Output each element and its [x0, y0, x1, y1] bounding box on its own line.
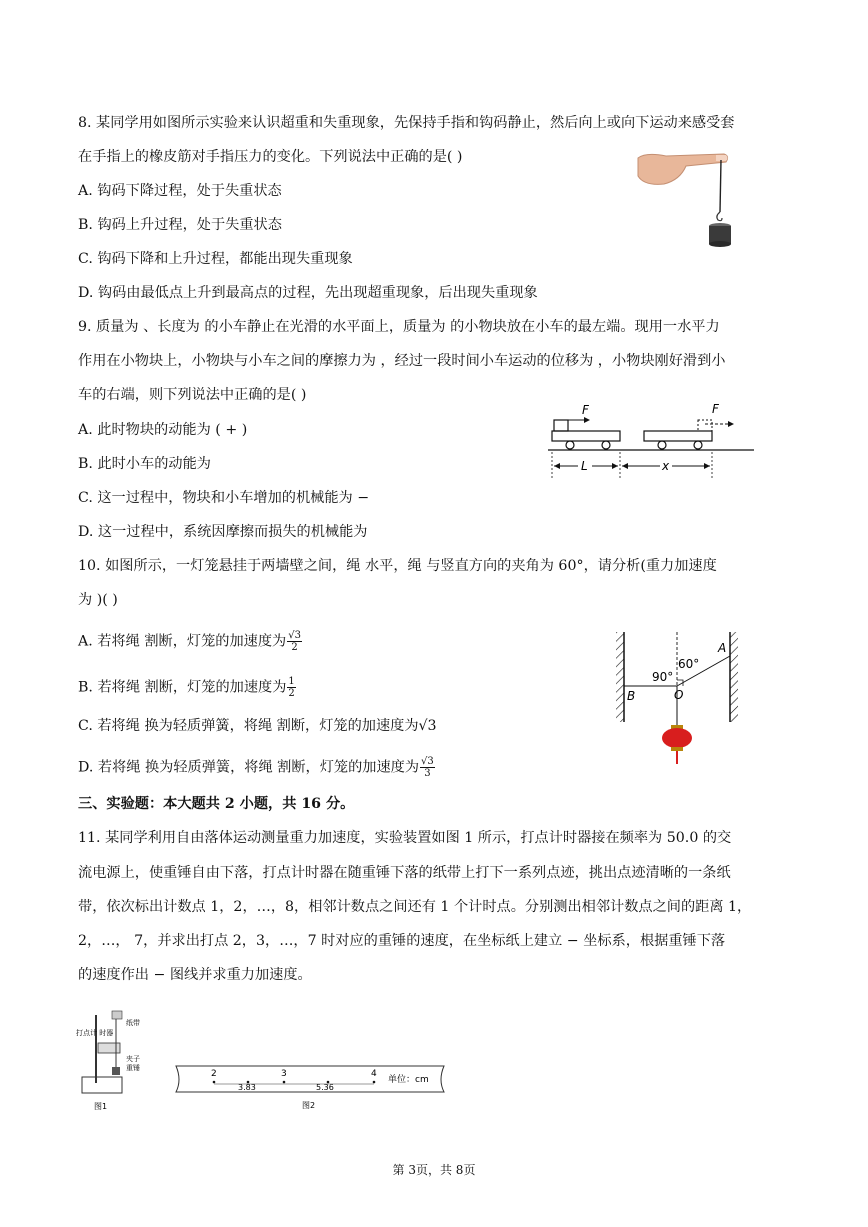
q11-stem-line3: 带，依次标出计数点 1，2，…，8，相邻计数点之间还有 1 个计时点。分别测出相邻计数点之间的距离 1，: [78, 899, 752, 915]
fraction-numerator: 1: [288, 676, 295, 687]
fraction-numerator: √3: [421, 756, 434, 767]
force-label-left: F: [582, 403, 589, 417]
q9-option-c: C. 这一过程中，物块和小车增加的机械能为 −: [78, 490, 370, 506]
weight-hook: [717, 212, 722, 221]
page-footer: 第 3页，共 8页: [392, 1163, 476, 1177]
q10-stem-line1: 10. 如图所示，一灯笼悬挂于两墙壁之间，绳 水平，绳 与竖直方向的夹角为 60°，请分析(重力加速度: [78, 558, 717, 574]
wheel-left-1: [566, 441, 574, 449]
q9-option-a: A. 此时物块的动能为 ( + ): [78, 422, 248, 438]
force-arrowhead-right: [728, 421, 734, 427]
weight-label: 重锤: [126, 1064, 140, 1072]
block-right: [698, 420, 712, 431]
q8-option-a: A. 钩码下降过程，处于失重状态: [78, 183, 282, 199]
right-wall-hatch: [730, 632, 738, 722]
q10-option-a-text: A. 若将绳 割断，灯笼的加速度为: [78, 633, 287, 650]
fraction-denominator: 3: [424, 768, 431, 779]
rubber-band: [720, 160, 721, 212]
fig1-caption: 图1: [94, 1102, 108, 1111]
q10-lantern-figure: [612, 628, 747, 770]
q10-option-c-text: C. 若将绳 换为轻质弹簧，将绳 割断，灯笼的加速度为√3: [78, 718, 437, 734]
q10-option-c: [78, 716, 437, 736]
q8-option-c: C. 钩码下降和上升过程，都能出现失重现象: [78, 251, 353, 267]
q9-stem-line2: 作用在小物块上，小物块与小车之间的摩擦力为 ，经过一段时间小车运动的位移为 ，小物块刚好滑到小: [78, 353, 726, 369]
hand-shape: [112, 1011, 122, 1019]
q10-option-a-fraction: [287, 630, 302, 653]
q9-stem-line1: 9. 质量为 、长度为 的小车静止在光滑的水平面上，质量为 的小物块放在小车的最左端。现用一水平力: [78, 319, 720, 335]
tape-point-2: 2: [211, 1069, 217, 1079]
wheel-left-2: [602, 441, 610, 449]
fig2-caption: 图2: [302, 1101, 316, 1110]
q10-stem-line2: 为 )( ): [78, 592, 118, 608]
q11-stem-line2: 流电源上，使重锤自由下落，打点计时器在随重锤下落的纸带上打下一系列点迹，挑出点迹清晰的一条纸: [78, 865, 731, 881]
point-b-label: B: [627, 689, 636, 703]
q10-option-d-fraction: [420, 756, 435, 779]
block-left: [554, 420, 568, 431]
q8-option-b: B. 钩码上升过程，处于失重状态: [78, 217, 282, 233]
dim-arrow-l2: [612, 463, 618, 469]
tape-distance-2: 5.36: [316, 1083, 334, 1092]
q10-option-a: [78, 630, 302, 653]
timer-box: [98, 1043, 120, 1053]
tape-point-4: 4: [371, 1069, 377, 1079]
q11-fig1-apparatus: [76, 1005, 156, 1115]
point-o-label: O: [674, 688, 684, 702]
left-wall-hatch: [616, 632, 624, 722]
q9-option-d: D. 这一过程中，系统因摩擦而损失的机械能为: [78, 524, 368, 540]
wheel-right-1: [658, 441, 666, 449]
fraction-numerator: √3: [288, 630, 301, 641]
dim-arrow-l1: [554, 463, 560, 469]
cart-right-group: [644, 402, 734, 449]
cart-left-group: [552, 403, 620, 449]
section-3-heading: 三、实验题：本大题共 2 小题，共 16 分。: [78, 796, 355, 812]
angle-90-label: 90°: [652, 670, 674, 684]
q11-fig2-tape: [168, 1062, 450, 1118]
wheel-right-2: [694, 441, 702, 449]
angle-60-label: 60°: [678, 657, 700, 671]
tape-label: 纸带: [126, 1019, 140, 1027]
tape-unit: 单位：cm: [388, 1075, 429, 1085]
q9-stem-line3: 车的右端，则下列说法中正确的是( ): [78, 387, 307, 403]
force-arrowhead-left: [584, 417, 590, 423]
stand-base: [82, 1077, 122, 1093]
q10-option-d-text: D. 若将绳 换为轻质弹簧，将绳 割断，灯笼的加速度为: [78, 759, 420, 776]
dim-arrow-x1: [622, 463, 628, 469]
tape-dot-3: [283, 1081, 286, 1084]
q10-option-d: [78, 756, 435, 779]
finger-nail: [716, 155, 728, 161]
length-label: L: [581, 459, 588, 473]
lantern-base: [671, 747, 683, 751]
point-a-label: A: [718, 641, 727, 655]
fraction-denominator: 2: [288, 688, 295, 699]
q10-option-b: [78, 676, 296, 699]
q11-stem-line1: 11. 某同学利用自由落体运动测量重力加速度，实验装置如图 1 所示，打点计时器接在频率为 50.0 的交: [78, 830, 732, 846]
weight-bottom: [709, 241, 731, 247]
q11-stem-line5: 的速度作出 − 图线并求重力加速度。: [78, 967, 312, 983]
q8-stem-line1: 8. 某同学用如图所示实验来认识超重和失重现象，先保持手指和钩码静止，然后向上或向下运动来感受套: [78, 115, 735, 131]
timer-label: 打点计 时器: [76, 1029, 114, 1037]
dim-arrow-x2: [704, 463, 710, 469]
weight-block: [112, 1067, 120, 1075]
q8-finger-weight-figure: [636, 150, 736, 250]
lantern-body: [662, 728, 692, 748]
q8-stem-line2: 在手指上的橡皮筋对手指压力的变化。下列说法中正确的是( ): [78, 149, 463, 165]
displacement-label: x: [662, 459, 670, 473]
fraction-denominator: 2: [291, 642, 298, 653]
cart-right: [644, 431, 712, 441]
q10-option-b-fraction: [287, 676, 295, 699]
tape-point-3: 3: [281, 1069, 287, 1079]
finger-shape: [638, 154, 728, 184]
q9-cart-figure: [548, 400, 758, 486]
q10-option-b-text: B. 若将绳 割断，灯笼的加速度为: [78, 679, 287, 696]
tape-dot-2: [213, 1081, 216, 1084]
tape-dot-4: [373, 1081, 376, 1084]
cart-left: [552, 431, 620, 441]
q8-option-d: D. 钩码由最低点上升到最高点的过程，先出现超重现象，后出现失重现象: [78, 285, 538, 301]
force-label-right: F: [712, 402, 719, 416]
q9-option-b: B. 此时小车的动能为: [78, 456, 211, 472]
q11-stem-line4: 2，…， 7，并求出打点 2，3，…，7 时对应的重锤的速度，在坐标纸上建立 − 坐标系，根据重锤下落: [78, 933, 726, 949]
clamp-label: 夹子: [126, 1055, 140, 1063]
tape-distance-1: 3.83: [238, 1083, 256, 1092]
